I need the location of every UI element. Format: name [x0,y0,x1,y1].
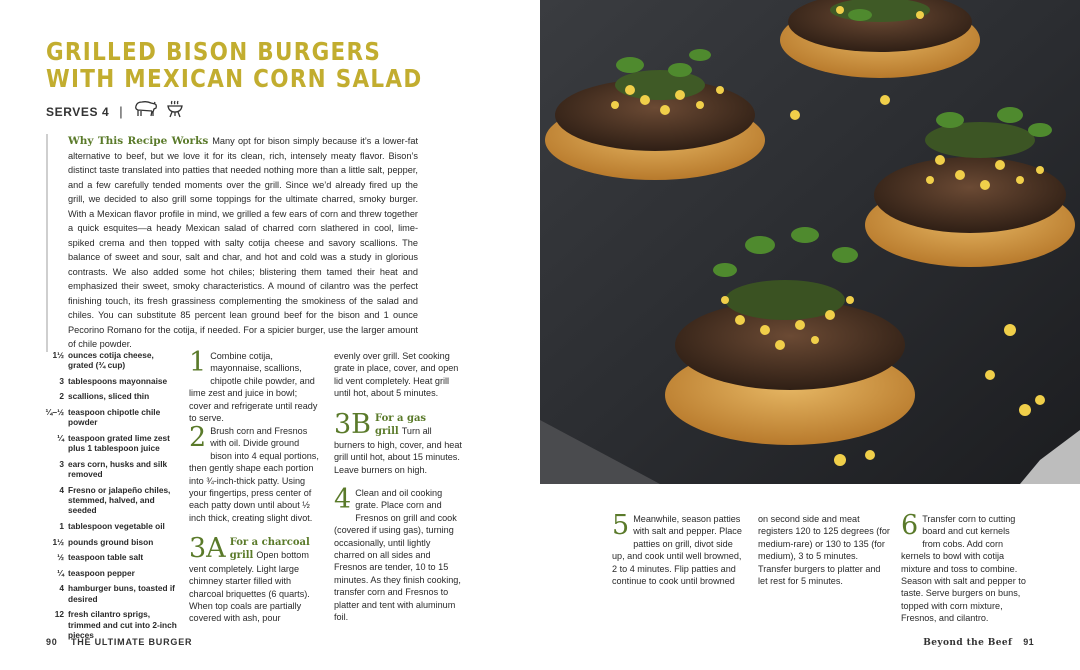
ingredient-item [40,521,180,531]
right-page [540,0,1080,670]
ingredient-amount: 4 [59,484,64,495]
ingredient-amount: 4 [59,583,64,594]
ingredient-amount: 2 [59,391,64,402]
ingredient-item [40,485,180,516]
step-text: Turn all burners to high, cover, and heat grill until hot, about 15 minutes. Leave burners on high. [334,426,462,475]
ingredient-text: fresh cilantro sprigs, trimmed and cut into 2-inch pieces [68,609,177,640]
ingredient-item [40,609,180,640]
ingredient-text: tablespoons mayonnaise [68,375,168,386]
book-title: THE ULTIMATE BURGER [70,637,193,647]
burger-photo [540,0,1080,484]
step-text: Combine cotija, mayonnaise, scallions, chipotle chile powder, and lime zest and juice in bowl; cover and refrigerate until ready to serve. [189,351,318,424]
step-text: Brush corn and Fresnos with oil. Divide ground bison into 4 equal portions, then gently shape each portion into ¾-inch-thick patty. Using your fingertips, press center of each patty down until about ½ inch thick, creating slight divot. [189,426,319,523]
step-number: 2 [189,422,207,453]
step-3b [334,409,462,476]
step-2 [189,422,321,524]
serves-separator: | [119,104,123,119]
step-text: Clean and oil cooking grate. Place corn and Fresnos on grill and cook (covered if using gas), turning occasionally, until lightly charred on all sides and Fresnos are tender, 10 to 15 minutes. As they finish cooking, transfer corn and Fresnos to platter and tent with aluminum foil. [334,488,461,623]
step-5-continued [758,513,890,587]
footer-right [923,637,1034,648]
step-text: Meanwhile, season patties with salt and pepper. Place patties on grill, divot side up, and cook until well browned, 2 to 4 minutes. Flip patties and continue to cook until browned [612,514,742,587]
step-1 [189,347,321,424]
step-4 [334,484,462,623]
step-text: on second side and meat registers 120 to 125 degrees (for medium-rare) or 130 to 135 (for medium), 3 to 5 minutes. Transfer burgers to platter and let rest for 5 minutes. [758,514,890,587]
ingredient-item [40,391,180,401]
ingredient-text: tablespoon vegetable oil [68,520,165,531]
ingredient-item [40,407,180,428]
serves-row [46,100,183,123]
ingredient-amount: ¼ [57,432,64,443]
ingredient-item [40,376,180,386]
ingredient-text: Fresno or jalapeño chiles, stemmed, halved, and seeded [68,484,171,516]
step-6 [901,510,1029,625]
ingredient-amount: 1 [59,520,64,531]
step-number: 1 [189,347,207,378]
step-text: Open bottom vent completely. Light large chimney starter filled with charcoal briquettes (6 quarts). When top coals are partially covered with ash, pour [189,550,310,624]
ingredient-item [40,537,180,547]
step-3a-continued [334,350,462,400]
ingredient-item [40,433,180,454]
ingredient-amount: 1½ [52,536,64,547]
step-number: 5 [612,510,630,541]
grill-icon [167,100,183,123]
ingredient-text: teaspoon grated lime zest plus 1 tablespoon juice [68,432,170,454]
step-text: Transfer corn to cutting board and cut kernels from cobs. Add corn kernels to bowl with cotija mixture and toss to combine. Season with salt and pepper to taste. Serve burgers on buns, topped with corn mixture, Fresnos, and cilantro. [901,514,1026,624]
ingredient-amount: ½ [57,552,64,563]
page-number: 90 [46,637,58,647]
recipe-title: GRILLED BISON BURGERS WITH MEXICAN CORN SALAD [46,37,423,93]
step-number: 3B [334,409,372,440]
ingredient-text: hamburger buns, toasted if desired [68,583,175,604]
footer-left [46,637,192,647]
serves-label: SERVES 4 [46,104,110,119]
ingredient-item [40,552,180,562]
step-number: 6 [901,510,919,541]
page-number: 91 [1023,637,1034,647]
step-subhead: For a charcoal grill [229,537,310,562]
ingredient-text: scallions, sliced thin [68,391,150,402]
ingredient-text: teaspoon table salt [68,552,144,563]
ingredient-amount: 3 [59,375,64,386]
ingredient-text: teaspoon pepper [68,567,135,578]
why-heading: Why This Recipe Works [68,135,209,147]
why-this-recipe-works [46,134,418,352]
ingredient-item [40,350,180,371]
step-text: evenly over grill. Set cooking grate in place, cover, and open lid vent completely. Heat grill until hot, about 5 minutes. [334,351,459,399]
ingredient-amount: 3 [59,458,64,469]
ingredient-item [40,583,180,604]
ingredient-amount: 1½ [52,350,64,360]
step-subhead: For a gas grill [375,413,427,438]
ingredient-text: ounces cotija cheese, grated (¾ cup) [68,350,154,371]
chapter-title: Beyond the Beef [923,638,1013,648]
ingredient-text: teaspoon chipotle chile powder [68,407,161,428]
step-number: 4 [334,484,352,515]
ingredient-amount: ¼ [57,567,64,578]
ingredient-item [40,459,180,480]
ingredient-item [40,568,180,578]
ingredient-amount: ¼–½ [45,407,64,418]
why-text: Many opt for bison simply because it’s a lower-fat alternative to beef, but we love it for its clean, rich, intensely meaty flavor. Bison’s distinct taste translated into patties that needed nothing more than a little salt, pepper, and a few carefully tended moments over the grill. Since we’d already fired up the grill, we decided to also grill some toppings for the ultimate charred, smoky burger. With a Mexican flavor profile in mind, we grilled a few ears of corn and threw together a quick esquites—a heady Mexican salad of charred corn slathered in cool, lime-spiked crema and then topped with salty cotija cheese and savory scallions. The balance of sweet and sour, salt and char, and hot and cold was a study in glorious contrasts. We also added some hot chiles; blistering them tamed their heat and emphasized their sweet, smoky characteristics. A mound of cilantro was the perfect finishing touch, its fresh grassiness complementing the smokiness of the salad and chiles. You can substitute 85 percent lean ground beef for the bison and 1 ounce Pecorino Romano for the cotija, if needed. For a spicier burger, use the larger amount of chile powder. [68,136,419,349]
ingredient-amount: 12 [54,609,64,620]
ingredient-text: pounds ground bison [68,536,154,547]
ingredient-list [40,350,180,645]
ingredient-text: ears corn, husks and silk removed [68,458,168,480]
step-number: 3A [189,533,226,564]
step-3a [189,533,321,625]
bison-icon [133,100,159,123]
step-5 [612,510,742,587]
